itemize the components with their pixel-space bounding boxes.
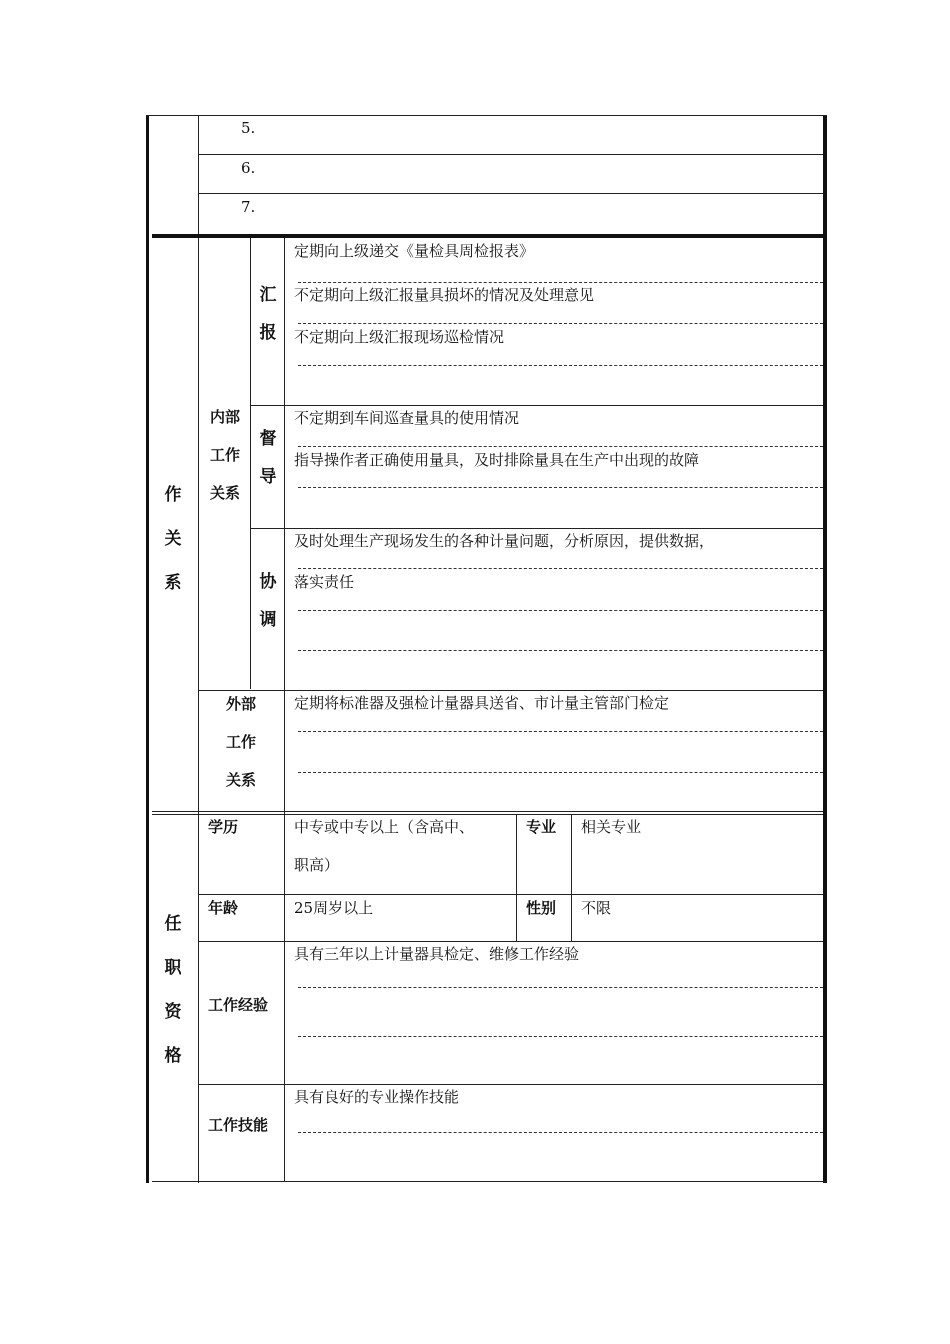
- row-divider: [198, 1084, 823, 1085]
- duty-item-6: 6.: [241, 159, 256, 177]
- col-divider: [516, 814, 517, 941]
- section-divider: [152, 814, 823, 815]
- external-relations-label: 外部 工作 关系: [225, 695, 256, 789]
- dashed-line: [298, 1132, 823, 1133]
- section-label-qual-3: 资: [164, 1002, 182, 1022]
- dashed-line: [298, 282, 823, 283]
- gender-label: 性别: [526, 899, 557, 917]
- report-line-1: 定期向上级递交《量检具周检报表》: [294, 242, 535, 260]
- dashed-line: [298, 610, 823, 611]
- coordinate-label-1: 协: [259, 572, 277, 592]
- col-divider: [250, 238, 251, 689]
- section-label-relations-2: 关: [164, 529, 182, 549]
- duty-item-7: 7.: [241, 198, 256, 216]
- report-label-1: 汇: [259, 285, 277, 305]
- experience-value: 具有三年以上计量器具检定、维修工作经验: [294, 945, 580, 963]
- major-value: 相关专业: [581, 818, 642, 836]
- row-divider: [198, 193, 823, 194]
- age-value: 25周岁以上: [294, 899, 374, 917]
- top-border: [146, 115, 827, 116]
- section-label-qual-4: 格: [164, 1046, 182, 1066]
- dashed-line: [298, 772, 823, 773]
- row-divider: [250, 405, 823, 406]
- coordinate-line-1: 及时处理生产现场发生的各种计量问题，分析原因，提供数据，: [294, 532, 715, 550]
- dashed-line: [298, 365, 823, 366]
- dashed-line: [298, 487, 823, 488]
- dashed-line: [298, 650, 823, 651]
- external-line-1: 定期将标准器及强检计量器具送省、市计量主管部门检定: [294, 694, 670, 712]
- dashed-line: [298, 731, 823, 732]
- col-divider: [198, 115, 199, 1183]
- supervise-line-2: 指导操作者正确使用量具，及时排除量具在生产中出现的故障: [294, 451, 700, 469]
- skill-value: 具有良好的专业操作技能: [294, 1088, 460, 1106]
- section-divider: [152, 811, 823, 812]
- coordinate-line-2: 落实责任: [294, 573, 355, 591]
- experience-label: 工作经验: [208, 996, 269, 1014]
- section-label-relations-1: 作: [164, 485, 182, 505]
- bottom-border: [152, 1181, 827, 1182]
- supervise-label-1: 督: [259, 429, 277, 449]
- dashed-line: [298, 568, 823, 569]
- coordinate-label-2: 调: [259, 610, 277, 630]
- education-value-1: 中专或中专以上（含高中、: [294, 818, 475, 836]
- dashed-line: [298, 1036, 823, 1037]
- dashed-line: [298, 323, 823, 324]
- col-divider: [571, 814, 572, 941]
- supervise-label-2: 导: [259, 467, 277, 487]
- section-label-relations-3: 系: [164, 573, 182, 593]
- major-label: 专业: [526, 818, 557, 836]
- row-divider: [198, 941, 823, 942]
- col-divider: [284, 238, 285, 1182]
- row-divider: [250, 528, 823, 529]
- right-border: [823, 115, 827, 1183]
- education-value-2: 职高）: [294, 856, 340, 874]
- supervise-line-1: 不定期到车间巡查量具的使用情况: [294, 409, 520, 427]
- age-label: 年龄: [208, 899, 239, 917]
- gender-value: 不限: [581, 899, 612, 917]
- section-label-qual-2: 职: [164, 958, 182, 978]
- row-divider: [198, 894, 823, 895]
- report-label-2: 报: [259, 323, 277, 343]
- internal-relations-label: 内部 工作 关系: [209, 408, 240, 502]
- skill-label: 工作技能: [208, 1116, 269, 1134]
- row-divider: [198, 690, 823, 691]
- dashed-line: [298, 987, 823, 988]
- report-line-2: 不定期向上级汇报量具损坏的情况及处理意见: [294, 286, 595, 304]
- left-border: [146, 115, 149, 1183]
- section-label-qual-1: 任: [164, 914, 182, 934]
- education-label: 学历: [208, 818, 239, 836]
- duty-item-5: 5.: [241, 119, 256, 137]
- row-divider: [198, 154, 823, 155]
- section-divider: [152, 234, 824, 238]
- dashed-line: [298, 446, 823, 447]
- report-line-3: 不定期向上级汇报现场巡检情况: [294, 328, 505, 346]
